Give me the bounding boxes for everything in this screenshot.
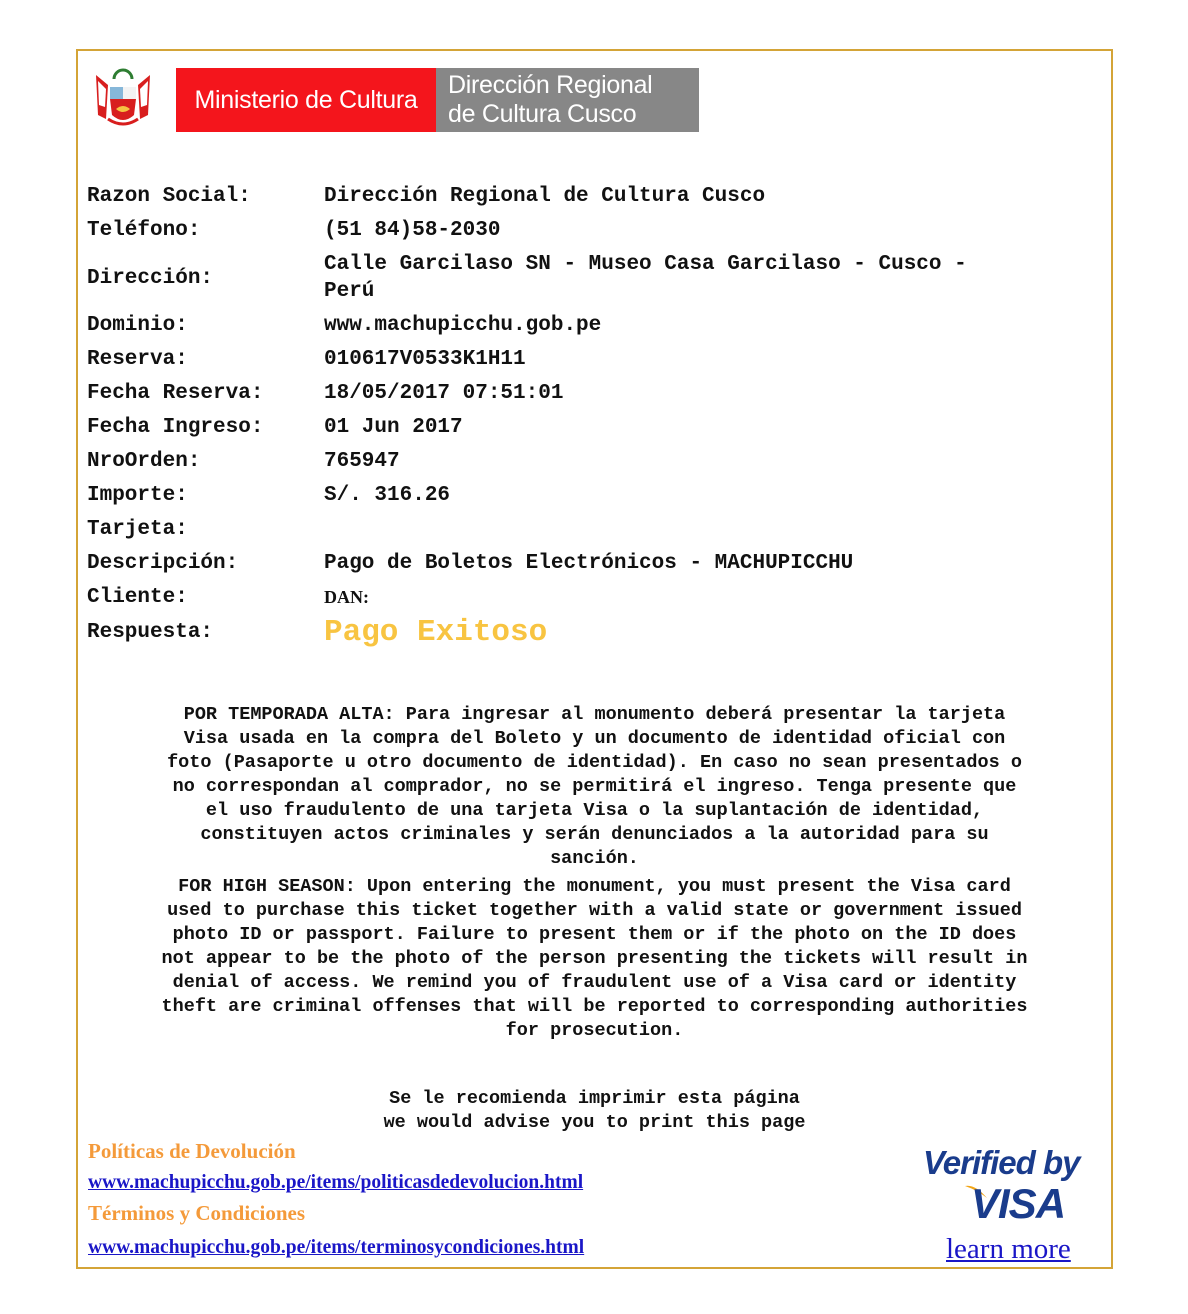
field-fecha-ingreso: [87, 414, 1097, 441]
field-label: Reserva:: [87, 348, 188, 371]
field-label: Cliente:: [87, 586, 188, 609]
field-label: NroOrden:: [87, 450, 201, 473]
field-value: Calle Garcilaso SN - Museo Casa Garcilaso - Cusco - Perú: [324, 253, 967, 303]
learn-more-link[interactable]: learn more: [946, 1233, 1071, 1265]
field-value: 765947: [324, 450, 400, 473]
field-nro-orden: [87, 448, 1097, 475]
field-label: Fecha Ingreso:: [87, 416, 264, 439]
receipt-frame: [76, 49, 1113, 1269]
field-tarjeta: [87, 516, 1097, 543]
field-label: Fecha Reserva:: [87, 382, 264, 405]
field-value: (51 84)58-2030: [324, 219, 501, 242]
field-cliente: [87, 584, 1097, 611]
field-reserva: [87, 346, 1097, 373]
field-telefono: [87, 217, 1097, 244]
refund-policy-title: Políticas de Devolución: [88, 1139, 296, 1163]
field-importe: [87, 482, 1097, 509]
field-value: 01 Jun 2017: [324, 416, 463, 439]
field-value: Pago de Boletos Electrónicos - MACHUPICCHU: [324, 552, 854, 575]
vbv-line1: Verified by: [923, 1144, 1080, 1181]
field-label: Dirección:: [87, 266, 214, 290]
field-direccion: [87, 251, 1097, 305]
verified-by-visa-logo: [923, 1144, 1103, 1227]
direccion-regional-line1: Dirección Regional: [448, 71, 653, 99]
field-label: Importe:: [87, 484, 188, 507]
peru-coat-of-arms-icon: [92, 67, 154, 131]
notice-english: FOR HIGH SEASON: Upon entering the monument, you must present the Visa card used to purchase this ticket together with a valid state or government issued photo ID or passport. Failure to present them or if the photo on the ID does not appear to be the photo of the person presenting the tickets will result in denial of access. We remind you of fraudulent use of a Visa card or identity theft are criminal offenses that will be reported to corresponding authorities for prosecution.: [161, 876, 1028, 1041]
field-descripcion: [87, 550, 1097, 577]
ministerio-logo: [176, 68, 436, 132]
vbv-line2: VISA: [971, 1180, 1066, 1227]
field-respuesta: [87, 615, 1097, 650]
ministerio-logo-text: Ministerio de Cultura: [194, 85, 418, 114]
field-label: Respuesta:: [87, 621, 214, 644]
field-value: www.machupicchu.gob.pe: [324, 314, 602, 337]
field-label: Dominio:: [87, 314, 188, 337]
field-label: Teléfono:: [87, 219, 201, 242]
field-label: Descripción:: [87, 552, 239, 575]
notice-spanish: POR TEMPORADA ALTA: Para ingresar al monumento deberá presentar la tarjeta Visa usada en la compra del Boleto y un documento de identidad oficial con foto (Pasaporte u otro documento de identidad). En caso no sean presentados o no correspondan al comprador, no se permitirá el ingreso. Tenga presente que el uso fraudulento de una tarjeta Visa o la suplantación de identidad, constituyen actos criminales y serán denunciados a la autoridad para su sanción.: [167, 704, 1022, 869]
field-razon-social: [87, 183, 1097, 210]
terms-link[interactable]: www.machupicchu.gob.pe/items/terminosycondiciones.html: [88, 1237, 585, 1258]
field-value: S/. 316.26: [324, 484, 451, 507]
field-label: Razon Social:: [87, 185, 251, 208]
field-value: 010617V0533K1H11: [324, 348, 526, 371]
terms-title: Términos y Condiciones: [88, 1201, 306, 1225]
print-recommendation: Se le recomienda imprimir esta página we would advise you to print this page: [383, 1088, 806, 1133]
field-value: Dirección Regional de Cultura Cusco: [324, 185, 766, 208]
field-fecha-reserva: [87, 380, 1097, 407]
payment-status: Pago Exitoso: [324, 615, 548, 650]
direccion-regional-logo: [436, 68, 699, 132]
field-value: DAN:: [324, 587, 369, 607]
field-dominio: [87, 312, 1097, 339]
refund-policy-link[interactable]: www.machupicchu.gob.pe/items/politicasdedevolucion.html: [88, 1172, 584, 1193]
direccion-regional-line2: de Cultura Cusco: [448, 100, 637, 128]
header-logo: [92, 65, 686, 133]
field-label: Tarjeta:: [87, 518, 188, 541]
field-value: [324, 516, 1097, 543]
field-value: 18/05/2017 07:51:01: [324, 382, 564, 405]
